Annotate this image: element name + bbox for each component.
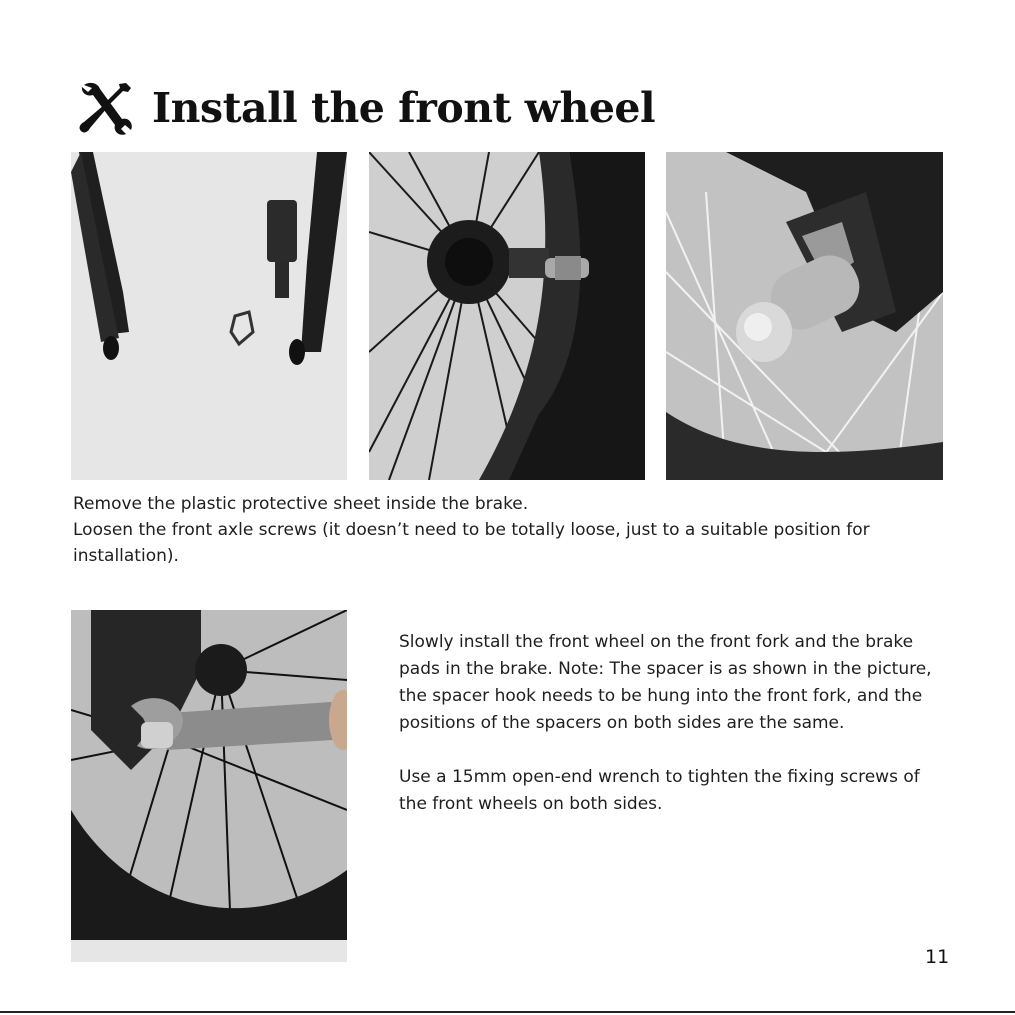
fork-brake-photo <box>71 152 347 480</box>
step2-para1: Slowly install the front wheel on the front fork and the brake pads in the brake. Note: The spacer is as shown in the picture, the spacer hook needs to be hung into the front fork, and the positions of the spacers on both sides are the same. <box>399 632 932 733</box>
step2-instructions <box>399 629 944 845</box>
step1-line2: Loosen the front axle screws (it doesn’t need to be totally loose, just to a suitable position for installation). <box>73 520 870 566</box>
page-title: Install the front wheel <box>152 84 656 132</box>
step1-line1: Remove the plastic protective sheet inside the brake. <box>73 494 529 514</box>
wrench-tightening-photo <box>71 610 347 962</box>
step1-instructions <box>73 491 943 569</box>
tools-icon <box>76 79 134 137</box>
footer-divider <box>0 1011 1015 1013</box>
step2-para2: Use a 15mm open-end wrench to tighten the fixing screws of the front wheels on both sides. <box>399 767 920 814</box>
axle-spacer-photo <box>666 152 943 480</box>
page-number: 11 <box>925 946 950 968</box>
header <box>76 78 655 138</box>
wheel-hub-photo <box>369 152 645 480</box>
